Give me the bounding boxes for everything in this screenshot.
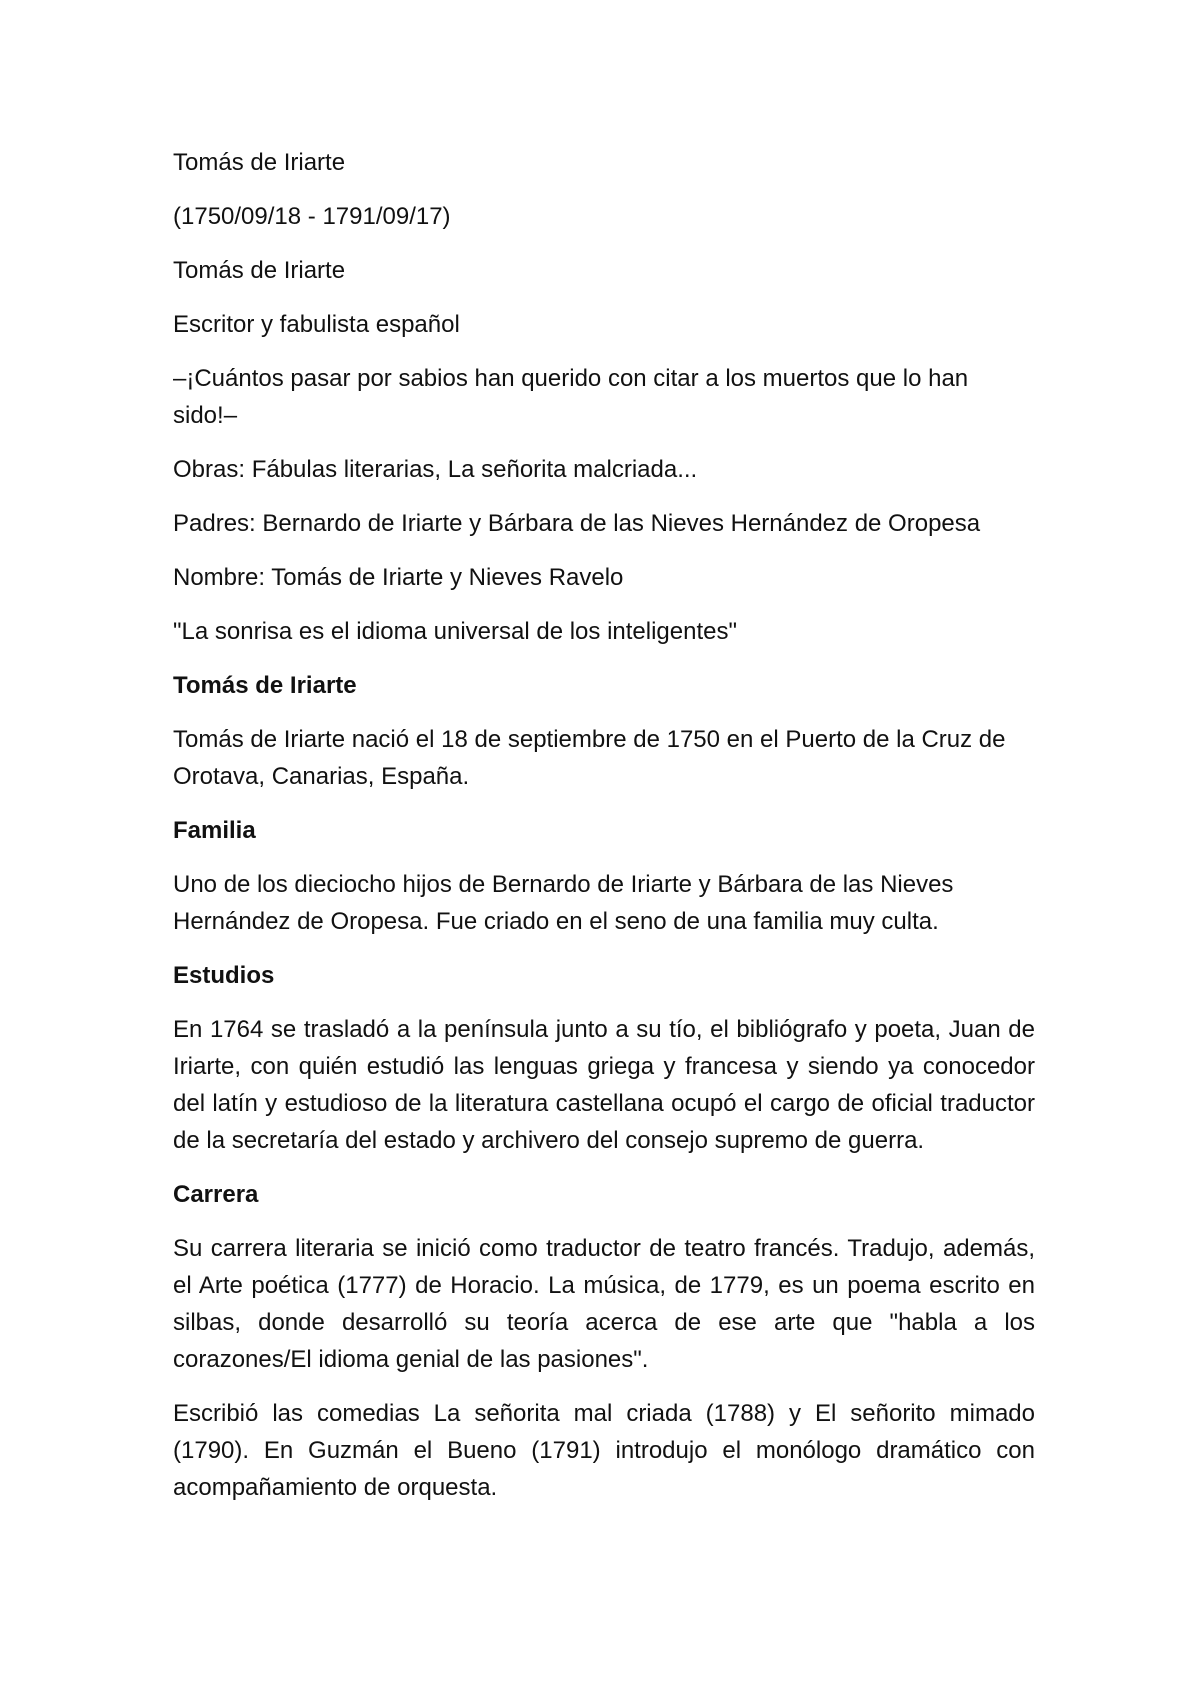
quote-muertos: –¡Cuántos pasar por sabios han querido con citar a los muertos que lo han sido!–: [173, 365, 969, 429]
occupation: Escritor y fabulista español: [173, 311, 460, 338]
career-text-2: Escribió las comedias La señorita mal criada (1788) y El señorito mimado (1790). En Guzmán el Bueno (1791) introdujo el monólogo dramático con acompañamiento de orquesta.: [173, 1400, 1035, 1501]
family-text: Uno de los dieciocho hijos de Bernardo de Iriarte y Bárbara de las Nieves Hernández de Oropesa. Fue criado en el seno de una familia muy culta.: [173, 871, 954, 935]
author-name: Tomás de Iriarte: [173, 149, 346, 176]
bio-heading: Tomás de Iriarte: [173, 672, 357, 699]
studies-heading: Estudios: [173, 962, 275, 989]
bio-text: Tomás de Iriarte nació el 18 de septiembre de 1750 en el Puerto de la Cruz de Orotava, Canarias, España.: [173, 726, 1006, 790]
document-page: [173, 144, 1035, 1523]
full-name: Nombre: Tomás de Iriarte y Nieves Ravelo: [173, 564, 624, 591]
family-heading: Familia: [173, 817, 256, 844]
parents: Padres: Bernardo de Iriarte y Bárbara de las Nieves Hernández de Oropesa: [173, 510, 981, 537]
life-dates: (1750/09/18 - 1791/09/17): [173, 203, 451, 230]
studies-text: En 1764 se trasladó a la península junto a su tío, el bibliógrafo y poeta, Juan de Iriarte, con quién estudió las lenguas griega y francesa y siendo ya conocedor del latín y estudioso de la literatura castellana ocupó el cargo de oficial traductor de la secretaría del estado y archivero del consejo supremo de guerra.: [173, 1016, 1035, 1154]
quote-sonrisa: "La sonrisa es el idioma universal de los inteligentes": [173, 618, 738, 645]
author-name-repeat: Tomás de Iriarte: [173, 257, 346, 284]
works: Obras: Fábulas literarias, La señorita malcriada...: [173, 456, 698, 483]
career-heading: Carrera: [173, 1181, 259, 1208]
career-text-1: Su carrera literaria se inició como traductor de teatro francés. Tradujo, además, el Arte poética (1777) de Horacio. La música, de 1779, es un poema escrito en silbas, donde desarrolló su teoría acerca de ese arte que "habla a los corazones/El idioma genial de las pasiones".: [173, 1235, 1035, 1373]
